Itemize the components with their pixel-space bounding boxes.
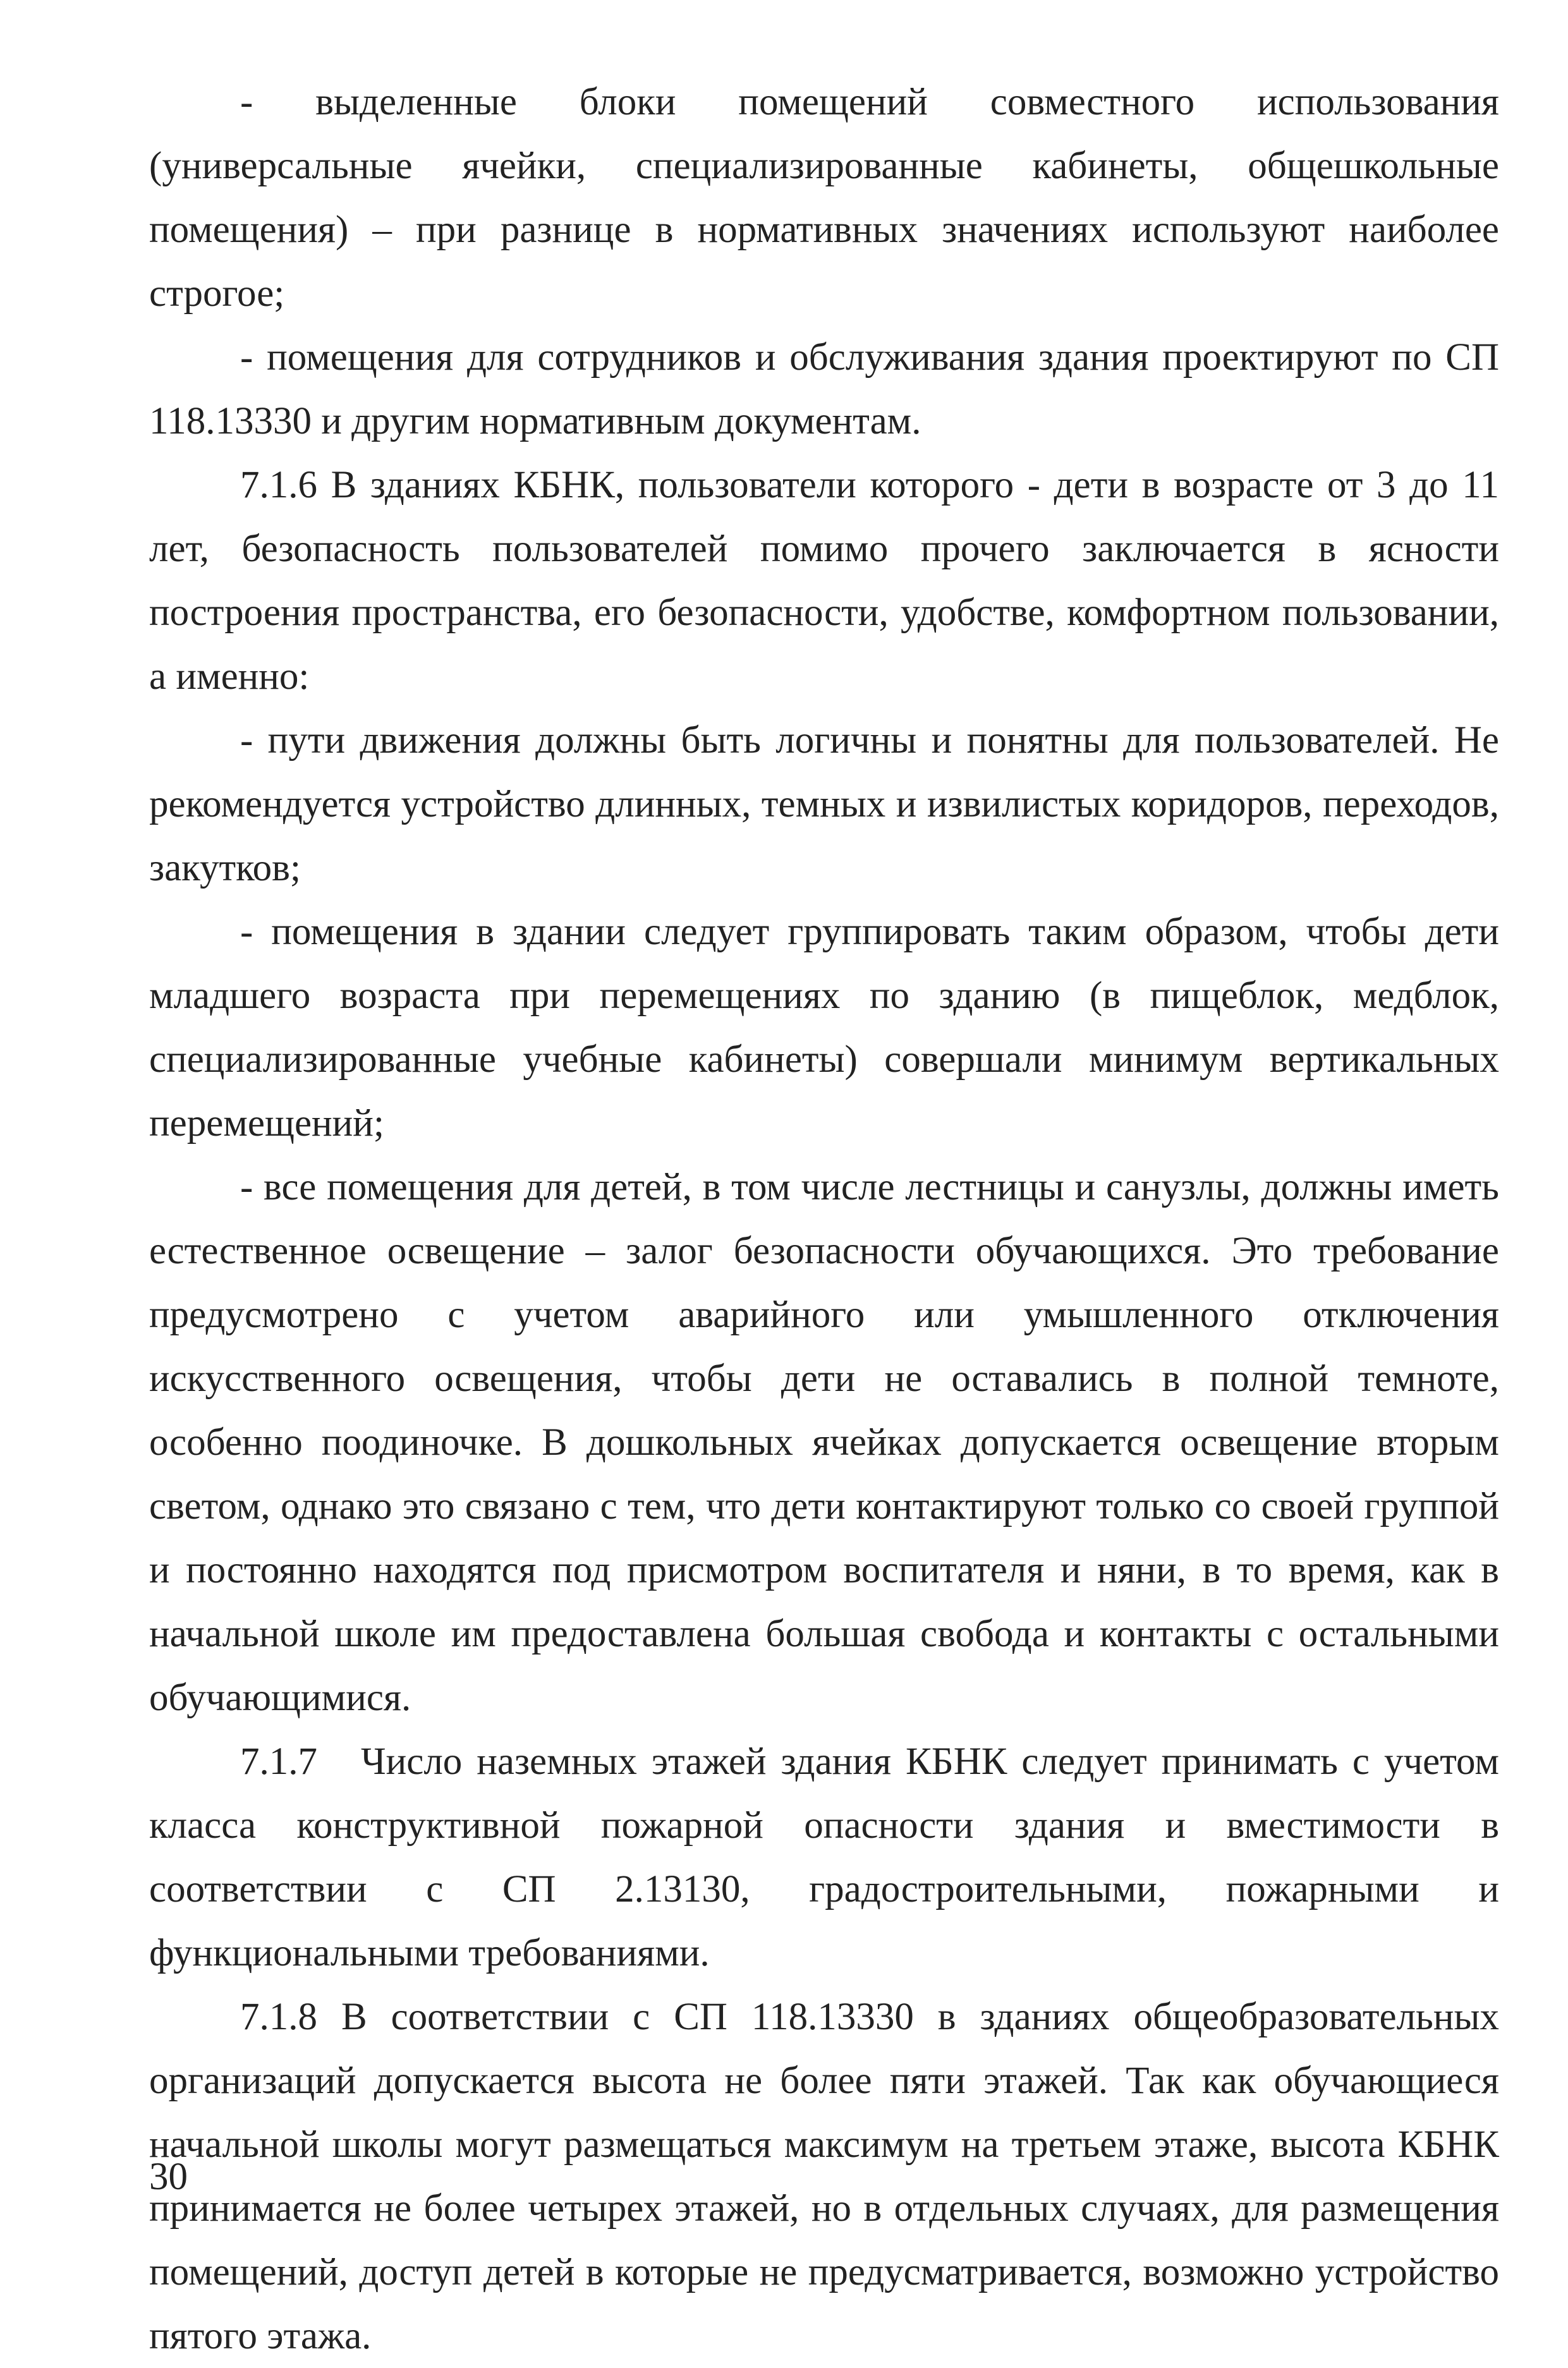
page-number: 30 [149, 2156, 188, 2198]
paragraph-7-1-8: 7.1.8 В соответствии с СП 118.13330 в зданиях общеобразовательных организаций допускается высота не более пяти этажей. Так как обучающиеся начальной школы могут размещаться максимум на третьем этаже, высота КБНК принимается не более четырех этажей, но в отдельных случаях, для размещения помещений, доступ детей в которые не предусматривается, возможно устройство пятого этажа. [149, 1996, 1499, 2357]
paragraph-room-grouping: - помещения в здании следует группировать таким образом, чтобы дети младшего возраста при перемещениях по зданию (в пищеблок, медблок, специализированные учебные кабинеты) совершали минимум вертикальных перемещений; [149, 911, 1499, 1145]
paragraph-7-1-6: 7.1.6 В зданиях КБНК, пользователи которого - дети в возрасте от 3 до 11 лет, безопасность пользователей помимо прочего заключается в ясности построения пространства, его безопасности, удобстве, комфортном пользовании, а именно: [149, 464, 1499, 698]
body-text [149, 70, 1509, 2368]
paragraph-7-1-7: 7.1.7 Число наземных этажей здания КБНК следует принимать с учетом класса конструктивной пожарной опасности здания и вместимости в соответствии с СП 2.13130, градостроительными, пожарными и функциональными требованиями. [149, 1740, 1509, 1974]
paragraph-shared-rooms: - выделенные блоки помещений совместного использования (универсальные ячейки, специализированные кабинеты, общешкольные помещения) – при разнице в нормативных значениях используют наиболее строгое; [149, 81, 1499, 315]
paragraph-circulation-paths: - пути движения должны быть логичны и понятны для пользователей. Не рекомендуется устройство длинных, темных и извилистых коридоров, переходов, закутков; [149, 719, 1499, 889]
paragraph-staff-rooms: - помещения для сотрудников и обслуживания здания проектируют по СП 118.13330 и другим нормативным документам. [149, 336, 1499, 442]
paragraph-natural-lighting: - все помещения для детей, в том числе лестницы и санузлы, должны иметь естественное освещение – залог безопасности обучающихся. Это требование предусмотрено с учетом аварийного или умышленного отключения искусственного освещения, чтобы дети не оставались в полной темноте, особенно поодиночке. В дошкольных ячейках допускается освещение вторым светом, однако это связано с тем, что дети контактируют только со своей группой и постоянно находятся под присмотром воспитателя и няни, в то время, как в начальной школе им предоставлена большая свобода и контакты с остальными обучающимися. [149, 1166, 1499, 1719]
